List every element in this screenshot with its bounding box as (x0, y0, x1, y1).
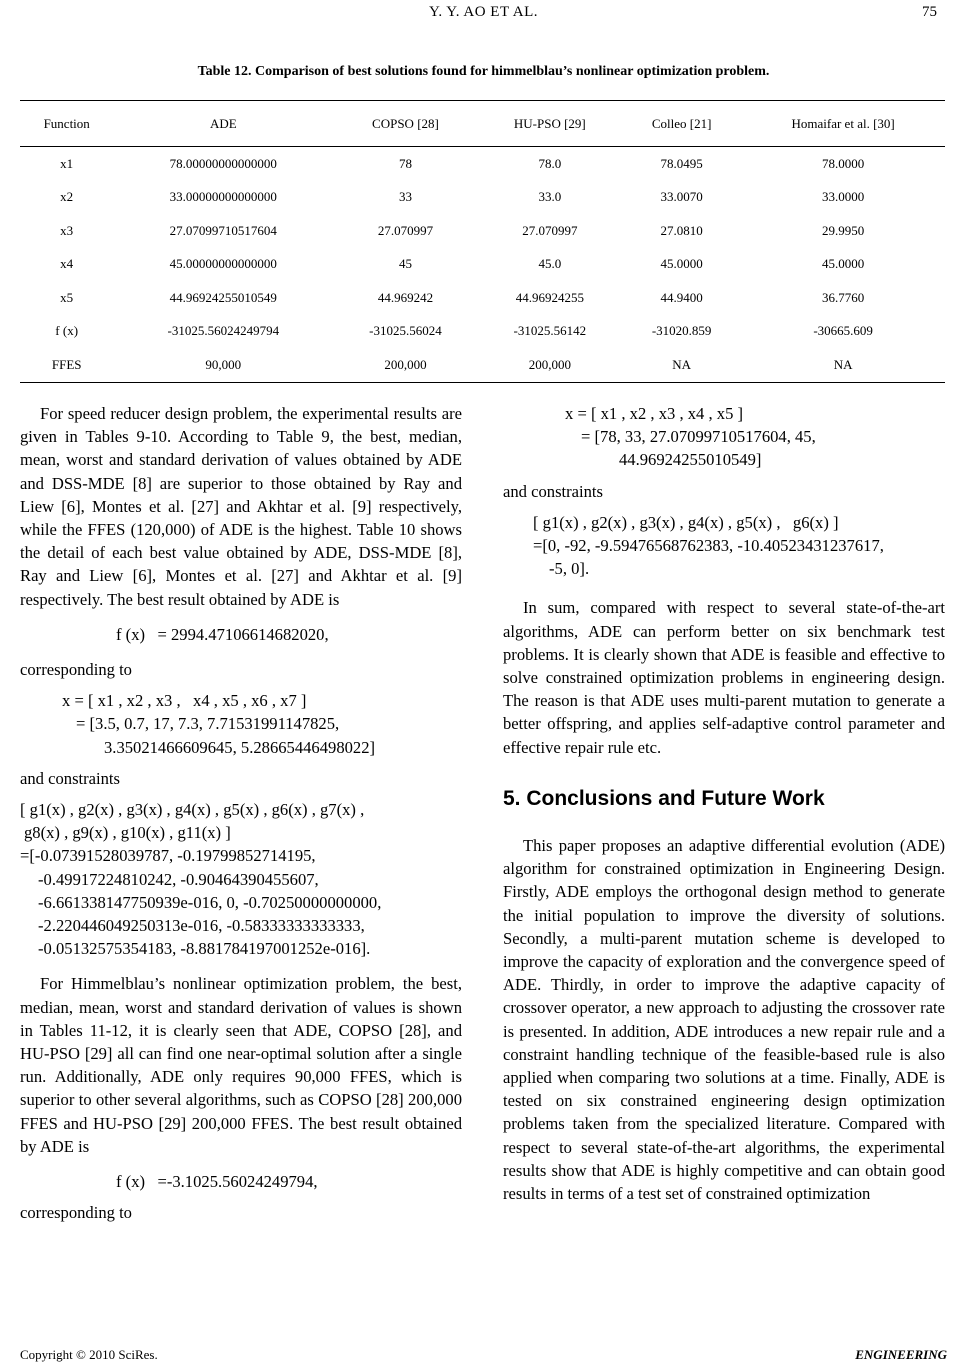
equation-constraint-values: -5, 0]. (549, 559, 590, 579)
table-cell: 44.96924255010549 (169, 289, 277, 305)
right-column (503, 402, 945, 1205)
equation-constraints: g8(x) , g9(x) , g10(x) , g11(x) ] (24, 823, 231, 843)
paragraph-speed-reducer: For speed reducer design problem, the experimental results are given in Tables 9-10. According to Table 9, the best, median, mean, worst and standard derivation of values obtained by ADE and DSS-MDE [8] are superior to those obtained by Ray and Liew [6], Montes et al. [27] and Akhtar et al. [9] respectively, while the FFES (120,000) of ADE is the highest. Table 10 shows the detail of each best value obtained by ADE, DSS-MDE [8], Ray and Liew [6], Montes et al. [27] and Akhtar et al. [9] respectively. The best result obtained by ADE is (20, 404, 462, 609)
table-cell: FFES (20, 348, 113, 382)
equation-solution-values: 3.35021466609645, 5.28665446498022] (104, 737, 376, 757)
table-cell: NA (622, 348, 741, 382)
table-cell: 27.070997 (522, 222, 578, 238)
table-cell: 78 (398, 155, 412, 171)
paragraph-himmelblau: For Himmelblau’s nonlinear optimization problem, the best, median, mean, worst and standard derivation of values is shown in Tables 11-12, it is clearly seen that ADE, COPSO [28], and HU-PSO [29] all can find one near-optimal solution after a single run. Additionally, ADE only requires 90,000 FFES, which is superior to other several algorithms, such as COPSO [28] 200,000 FFES and HU-PSO [29] 200,000 FFES. The best result obtained by ADE is (20, 974, 462, 1156)
table-cell: 78.0 (538, 155, 562, 171)
table-row (20, 315, 945, 349)
text-corresponding: corresponding to (20, 660, 132, 680)
equation-constraint-values: =[-0.07391528039787, -0.19799852714195, (20, 846, 316, 866)
equation-constraints: [ g1(x) , g2(x) , g3(x) , g4(x) , g5(x) , g6(x) , g7(x) , (20, 800, 365, 820)
table-row (20, 348, 945, 382)
table-cell: -31020.859 (651, 323, 712, 339)
table-header-row (20, 101, 945, 147)
table-cell: 45 (398, 256, 412, 272)
table-cell: x1 (60, 155, 74, 171)
table-cell: 44.96924255 (515, 289, 584, 305)
table-cell: 33.0000 (822, 189, 865, 205)
equation-constraint-values: =[0, -92, -9.59476568762383, -10.40523431237617, (533, 536, 884, 556)
table-cell: 78.0000 (822, 155, 865, 171)
running-header: Y. Y. AO ET AL. (428, 4, 539, 20)
table-cell: 27.07099710517604 (169, 222, 277, 238)
equation-constraint-values: -0.05132575354183, -8.881784197001252e-016]. (38, 939, 371, 959)
table-caption: Table 12. Comparison of best solutions found for himmelblau’s nonlinear optimization problem. (197, 64, 770, 79)
comparison-table (20, 100, 945, 383)
table-cell: 45.00000000000000 (169, 256, 277, 272)
equation-solution-vector: x = [ x1 , x2 , x3 , x4 , x5 , x6 , x7 ] (62, 691, 307, 711)
equation-best-result: f (x) = 2994.47106614682020, (116, 624, 329, 644)
table-cell: x3 (60, 222, 74, 238)
equation-solution-vector: x = [ x1 , x2 , x3 , x4 , x5 ] (565, 404, 744, 423)
table-cell: -31025.56142 (513, 323, 587, 339)
table-cell: 78.0495 (660, 155, 703, 171)
table-cell: f (x) (55, 323, 79, 339)
column-header: ADE (113, 101, 333, 147)
paragraph-summary: In sum, compared with respect to several state-of-the-art algorithms, ADE can perform better on six benchmark test problems. It is clearly shown that ADE is feasible and effective to solve constrained optimization problems in engineering design. The reason is that ADE uses multi-parent mutation to generate a better offspring, and applies self-adaptive control parameter and effective repair rule etc. (503, 598, 945, 757)
table-cell: 36.7760 (822, 289, 865, 305)
table-cell: 33.0070 (660, 189, 703, 205)
table-cell: 44.969242 (377, 289, 434, 305)
footer-journal: ENGINEERING (855, 1347, 947, 1362)
table-cell: NA (741, 348, 945, 382)
table-cell: 45.0 (538, 256, 562, 272)
equation-solution-values: = [78, 33, 27.07099710517604, 45, (581, 427, 816, 447)
column-header: COPSO [28] (333, 101, 477, 147)
equation-constraint-values: -2.220446049250313e-016, -0.58333333333333, (38, 916, 365, 936)
table-row (20, 248, 945, 282)
table-cell: 90,000 (113, 348, 333, 382)
equation-solution-values: = [3.5, 0.7, 17, 7.3, 7.71531991147825, (76, 714, 340, 734)
column-header: Colleo [21] (622, 101, 741, 147)
equation-solution-values: 44.96924255010549] (619, 450, 762, 470)
column-header: Function (20, 101, 113, 147)
table-cell: -30665.609 (813, 323, 873, 339)
table-row (20, 281, 945, 315)
table-cell: x2 (60, 189, 74, 205)
equation-constraint-values: -0.49917224810242, -0.90464390455607, (38, 869, 319, 889)
equation-constraints: [ g1(x) , g2(x) , g3(x) , g4(x) , g5(x) , g6(x) ] (533, 512, 839, 532)
table-cell: 200,000 (333, 348, 477, 382)
text-corresponding: corresponding to (20, 1203, 132, 1223)
column-header: Homaifar et al. [30] (741, 101, 945, 147)
column-header: HU-PSO [29] (478, 101, 622, 147)
section-heading: 5. Conclusions and Future Work (503, 786, 825, 810)
table-cell: 33.00000000000000 (169, 189, 277, 205)
table-cell: x4 (60, 256, 74, 272)
table-cell: 27.0810 (660, 222, 703, 238)
footer-copyright: Copyright © 2010 SciRes. (20, 1347, 158, 1362)
table-cell: 78.00000000000000 (169, 155, 277, 171)
paragraph-conclusions: This paper proposes an adaptive differential evolution (ADE) algorithm for constrained optimization in Engineering Design. Firstly, ADE employs the orthogonal design method to generate the initial population to improve the diversity of solutions. Secondly, a multi-parent mutation scheme is developed to improve the capacity of exploration and the convergence speed of ADE. Thirdly, in order to improve the adaptive capacity of crossover operator, a new approach to adjusting the crossover rate is presented. In addition, ADE introduces a new repair rule and a constraint handling technique of the feasible-based rule is also applied when comparing two solutions at a time. Finally, ADE is tested on six constrained engineering design optimization problems taken from the specialized literature. Compared with respect to several state-of-the-art algorithms, the experimental results show that ADE is highly competitive and can obtain good results in terms of a test set of constrained optimization (503, 836, 945, 1204)
table-cell: 33 (398, 189, 412, 205)
equation-best-result: f (x) =-3.1025.56024249794, (116, 1172, 318, 1192)
table-cell: 27.070997 (377, 222, 434, 238)
left-column (20, 402, 462, 1225)
text-and-constraints: and constraints (20, 768, 121, 788)
table-row (20, 147, 945, 181)
equation-constraint-values: -6.661338147750939e-016, 0, -0.70250000000000, (38, 892, 382, 912)
table-cell: 45.0000 (822, 256, 865, 272)
table-cell: -31025.56024 (369, 323, 442, 339)
table-cell: x5 (60, 289, 74, 305)
table-row (20, 181, 945, 215)
table-cell: -31025.56024249794 (167, 323, 280, 339)
table-cell: 200,000 (478, 348, 622, 382)
table-cell: 45.0000 (660, 256, 703, 272)
page-number: 75 (922, 4, 937, 20)
table-cell: 29.9950 (822, 222, 865, 238)
table-row (20, 214, 945, 248)
text-and-constraints: and constraints (503, 481, 604, 501)
table-cell: 44.9400 (660, 289, 703, 305)
table-cell: 33.0 (538, 189, 562, 205)
